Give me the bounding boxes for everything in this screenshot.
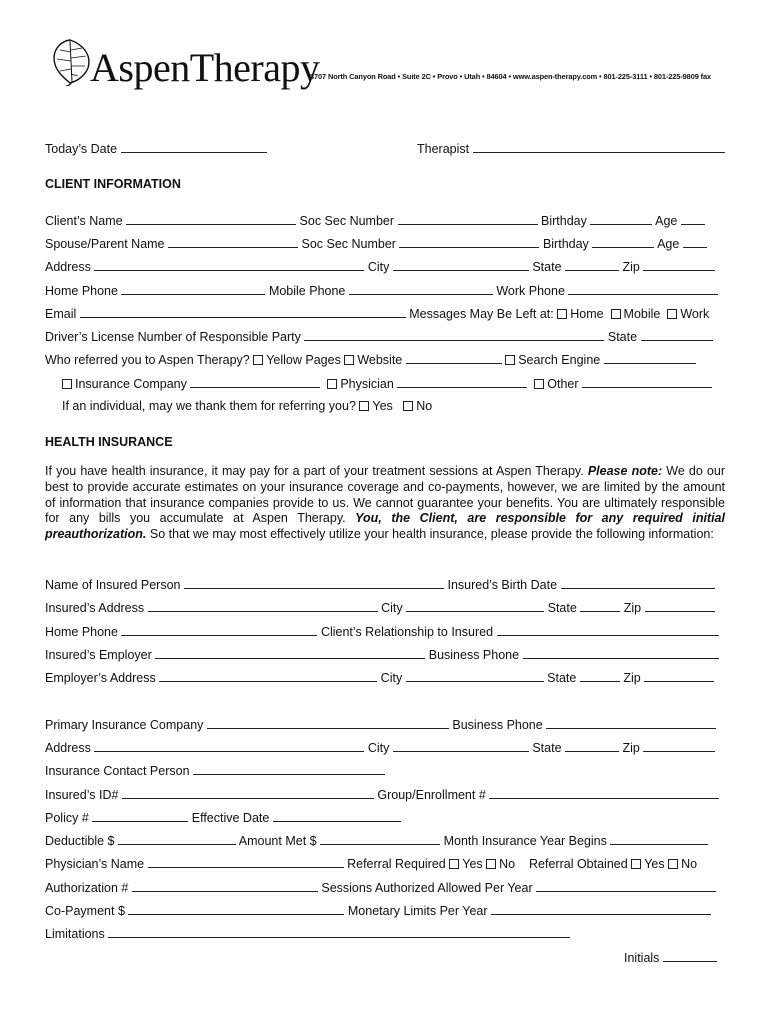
insured-birth-label: Insured’s Birth Date <box>447 578 558 592</box>
referral-required-yes-checkbox[interactable] <box>449 859 459 869</box>
company-address-label: Address <box>45 741 91 755</box>
physician-row <box>45 856 697 871</box>
work-phone-label: Work Phone <box>496 284 565 298</box>
employer-state-input[interactable] <box>580 670 620 682</box>
para-part-1: If you have health insurance, it may pay for a part of your treatment sessions at Aspen Therapy. <box>45 464 588 478</box>
employer-zip-input[interactable] <box>644 670 714 682</box>
employer-state-label: State <box>547 671 577 685</box>
phones-row <box>45 283 718 298</box>
referral-obtained-no-label: No <box>681 857 698 871</box>
company-zip-label: Zip <box>622 741 640 755</box>
soc-sec-label: Soc Sec Number <box>299 214 395 228</box>
insured-state-input[interactable] <box>580 600 620 612</box>
zip-label: Zip <box>622 260 640 274</box>
primary-company-row <box>45 717 716 732</box>
health-insurance-heading: HEALTH INSURANCE <box>45 435 173 449</box>
referred-row <box>45 352 696 367</box>
insured-employer-label: Insured’s Employer <box>45 648 152 662</box>
client-information-heading: CLIENT INFORMATION <box>45 177 181 191</box>
website-checkbox[interactable] <box>344 355 354 365</box>
state-input[interactable] <box>565 259 619 271</box>
para-responsibility: You, the Client, are responsible for any required initial preauthorization. <box>45 511 725 542</box>
messages-home-checkbox[interactable] <box>557 309 567 319</box>
limitations-input[interactable] <box>108 926 570 938</box>
month-begins-label: Month Insurance Year Begins <box>443 834 607 848</box>
effective-date-input[interactable] <box>273 810 401 822</box>
dl-state-label: State <box>607 330 638 344</box>
yellow-pages-checkbox[interactable] <box>253 355 263 365</box>
soc-sec-label-2: Soc Sec Number <box>301 237 396 251</box>
insurance-company-input[interactable] <box>190 376 320 388</box>
messages-mobile-label: Mobile <box>623 307 661 321</box>
company-address-row <box>45 740 715 755</box>
search-engine-checkbox[interactable] <box>505 355 515 365</box>
drivers-license-row <box>45 329 713 344</box>
referral-sources-row <box>62 376 712 391</box>
initials-row <box>624 950 717 965</box>
monetary-label: Monetary Limits Per Year <box>347 904 488 918</box>
messages-work-checkbox[interactable] <box>667 309 677 319</box>
work-phone-input[interactable] <box>568 283 718 295</box>
therapist-field <box>417 141 725 156</box>
todays-date-field <box>45 141 267 156</box>
physicians-name-input[interactable] <box>148 856 344 868</box>
authorization-label: Authorization # <box>45 881 129 895</box>
home-phone-label: Home Phone <box>45 284 118 298</box>
employer-business-phone-label: Business Phone <box>428 648 520 662</box>
insurance-company-checkbox[interactable] <box>62 379 72 389</box>
company-business-phone-label: Business Phone <box>452 718 543 732</box>
insured-state-label: State <box>547 601 577 615</box>
thank-yes-label: Yes <box>372 399 393 413</box>
age-input-2[interactable] <box>683 236 707 248</box>
sessions-label: Sessions Authorized Allowed Per Year <box>321 881 533 895</box>
search-engine-label: Search Engine <box>518 353 601 367</box>
limitations-label: Limitations <box>45 927 105 941</box>
logo-wordmark: AspenTherapy <box>90 45 320 90</box>
address-row <box>45 259 715 274</box>
other-input[interactable] <box>582 376 712 388</box>
employer-address-label: Employer’s Address <box>45 671 156 685</box>
referral-required-no-checkbox[interactable] <box>486 859 496 869</box>
messages-mobile-checkbox[interactable] <box>611 309 621 319</box>
policy-row <box>45 810 401 825</box>
age-label-2: Age <box>657 237 680 251</box>
city-label: City <box>367 260 390 274</box>
group-label: Group/Enrollment # <box>377 788 486 802</box>
insured-name-label: Name of Insured Person <box>45 578 181 592</box>
insured-home-phone-input[interactable] <box>121 624 317 636</box>
monetary-input[interactable] <box>491 903 711 915</box>
primary-company-input[interactable] <box>207 717 449 729</box>
sessions-input[interactable] <box>536 880 716 892</box>
city-input[interactable] <box>393 259 529 271</box>
birthday-label: Birthday <box>541 214 587 228</box>
header-address: 3707 North Canyon Road • Suite 2C • Provo • Utah • 84604 • www.aspen-therapy.com • 801-225-3111 • 801-225-9809 fax <box>310 72 712 81</box>
insured-id-row <box>45 787 719 802</box>
insured-city-label: City <box>381 601 403 615</box>
email-input[interactable] <box>80 306 406 318</box>
company-zip-input[interactable] <box>643 740 715 752</box>
zip-input[interactable] <box>643 259 715 271</box>
address-input[interactable] <box>94 259 364 271</box>
company-address-input[interactable] <box>94 740 364 752</box>
spouse-parent-row <box>45 236 707 251</box>
aspen-leaf-logo-icon <box>48 36 94 86</box>
physician-checkbox[interactable] <box>327 379 337 389</box>
copayment-input[interactable] <box>128 903 344 915</box>
policy-label: Policy # <box>45 811 89 825</box>
insured-phone-row <box>45 624 719 639</box>
referral-required-no-label: No <box>499 857 516 871</box>
authorization-row <box>45 880 716 895</box>
mobile-phone-input[interactable] <box>349 283 493 295</box>
other-label: Other <box>547 377 579 391</box>
health-insurance-paragraph <box>45 464 725 543</box>
email-label: Email <box>45 307 77 321</box>
deductible-label: Deductible $ <box>45 834 115 848</box>
soc-sec-input-2[interactable] <box>399 236 539 248</box>
thank-row <box>62 399 432 413</box>
company-state-label: State <box>532 741 562 755</box>
group-input[interactable] <box>489 787 719 799</box>
policy-input[interactable] <box>92 810 188 822</box>
physicians-name-label: Physician’s Name <box>45 857 145 871</box>
insured-id-input[interactable] <box>122 787 374 799</box>
therapist-input[interactable] <box>473 141 725 153</box>
referral-obtained-label: Referral Obtained <box>529 857 628 871</box>
soc-sec-input[interactable] <box>398 213 538 225</box>
deductible-row <box>45 833 708 848</box>
authorization-input[interactable] <box>132 880 318 892</box>
spouse-parent-label: Spouse/Parent Name <box>45 237 165 251</box>
referral-obtained-yes-label: Yes <box>644 857 665 871</box>
company-business-phone-input[interactable] <box>546 717 716 729</box>
birthday-input[interactable] <box>590 213 652 225</box>
insured-zip-label: Zip <box>623 601 642 615</box>
amount-met-input[interactable] <box>320 833 440 845</box>
insured-name-input[interactable] <box>184 577 444 589</box>
company-city-label: City <box>367 741 390 755</box>
relationship-input[interactable] <box>497 624 719 636</box>
birthday-label-2: Birthday <box>542 237 589 251</box>
copayment-label: Co-Payment $ <box>45 904 125 918</box>
mobile-phone-label: Mobile Phone <box>268 284 346 298</box>
initials-label: Initials <box>624 951 660 965</box>
yellow-pages-label: Yellow Pages <box>266 353 341 367</box>
employer-city-label: City <box>380 671 403 685</box>
clients-name-input[interactable] <box>126 213 296 225</box>
contact-person-row <box>45 763 385 778</box>
physician-label: Physician <box>340 377 394 391</box>
address-label: Address <box>45 260 91 274</box>
contact-person-input[interactable] <box>193 763 385 775</box>
messages-label: Messages May Be Left at: <box>409 307 554 321</box>
primary-company-label: Primary Insurance Company <box>45 718 204 732</box>
insured-address-label: Insured’s Address <box>45 601 145 615</box>
para-part-5: So that we may most effectively utilize your health insurance, please provide the following information: <box>146 527 714 542</box>
birthday-input-2[interactable] <box>592 236 654 248</box>
insured-name-row <box>45 577 715 592</box>
insured-employer-row <box>45 647 719 662</box>
deductible-input[interactable] <box>118 833 236 845</box>
employer-city-input[interactable] <box>406 670 544 682</box>
initials-input[interactable] <box>663 950 717 962</box>
employer-business-phone-input[interactable] <box>523 647 719 659</box>
insured-address-row <box>45 600 715 615</box>
dl-state-input[interactable] <box>641 329 713 341</box>
insured-zip-input[interactable] <box>645 600 715 612</box>
clients-name-row <box>45 213 705 228</box>
referral-obtained-no-checkbox[interactable] <box>668 859 678 869</box>
search-engine-input[interactable] <box>604 352 696 364</box>
insured-birth-input[interactable] <box>561 577 715 589</box>
insured-employer-input[interactable] <box>155 647 425 659</box>
thank-yes-checkbox[interactable] <box>359 401 369 411</box>
physician-input[interactable] <box>397 376 527 388</box>
therapist-label: Therapist <box>417 142 470 156</box>
other-checkbox[interactable] <box>534 379 544 389</box>
website-input[interactable] <box>406 352 502 364</box>
referral-required-label: Referral Required <box>347 857 446 871</box>
month-begins-input[interactable] <box>610 833 708 845</box>
employer-address-row <box>45 670 714 685</box>
insured-address-input[interactable] <box>148 600 378 612</box>
referral-obtained-yes-checkbox[interactable] <box>631 859 641 869</box>
thank-no-label: No <box>416 399 433 413</box>
company-state-input[interactable] <box>565 740 619 752</box>
spouse-parent-input[interactable] <box>168 236 298 248</box>
drivers-license-label: Driver’s License Number of Responsible Party <box>45 330 301 344</box>
referral-required-yes-label: Yes <box>462 857 483 871</box>
para-please-note: Please note: <box>587 464 663 478</box>
thank-question: If an individual, may we thank them for referring you? <box>62 399 356 413</box>
contact-person-label: Insurance Contact Person <box>45 764 190 778</box>
home-phone-input[interactable] <box>121 283 265 295</box>
age-input[interactable] <box>681 213 705 225</box>
drivers-license-input[interactable] <box>304 329 604 341</box>
todays-date-label: Today’s Date <box>45 142 118 156</box>
insured-home-phone-label: Home Phone <box>45 625 118 639</box>
employer-zip-label: Zip <box>623 671 641 685</box>
messages-home-label: Home <box>570 307 604 321</box>
insured-city-input[interactable] <box>406 600 544 612</box>
age-label: Age <box>655 214 678 228</box>
company-city-input[interactable] <box>393 740 529 752</box>
amount-met-label: Amount Met $ <box>238 834 317 848</box>
para-part-3: We do our best to provide accurate estimates on your insurance coverage and co-payments, however, we are limited by the amount of information that insurance companies provide to us. We cannot guarantee your benefits. You are ultimately responsible for any bills you accumulate at Aspen Therapy. <box>45 464 725 526</box>
thank-no-checkbox[interactable] <box>403 401 413 411</box>
limitations-row <box>45 926 570 941</box>
copayment-row <box>45 903 711 918</box>
insured-id-label: Insured’s ID# <box>45 788 119 802</box>
website-label: Website <box>357 353 403 367</box>
referred-label: Who referred you to Aspen Therapy? <box>45 353 250 367</box>
state-label: State <box>532 260 562 274</box>
relationship-label: Client’s Relationship to Insured <box>320 625 494 639</box>
employer-address-input[interactable] <box>159 670 377 682</box>
email-row <box>45 306 709 321</box>
clients-name-label: Client’s Name <box>45 214 123 228</box>
messages-work-label: Work <box>680 307 710 321</box>
effective-date-label: Effective Date <box>191 811 270 825</box>
todays-date-input[interactable] <box>121 141 267 153</box>
insurance-company-label: Insurance Company <box>75 377 187 391</box>
